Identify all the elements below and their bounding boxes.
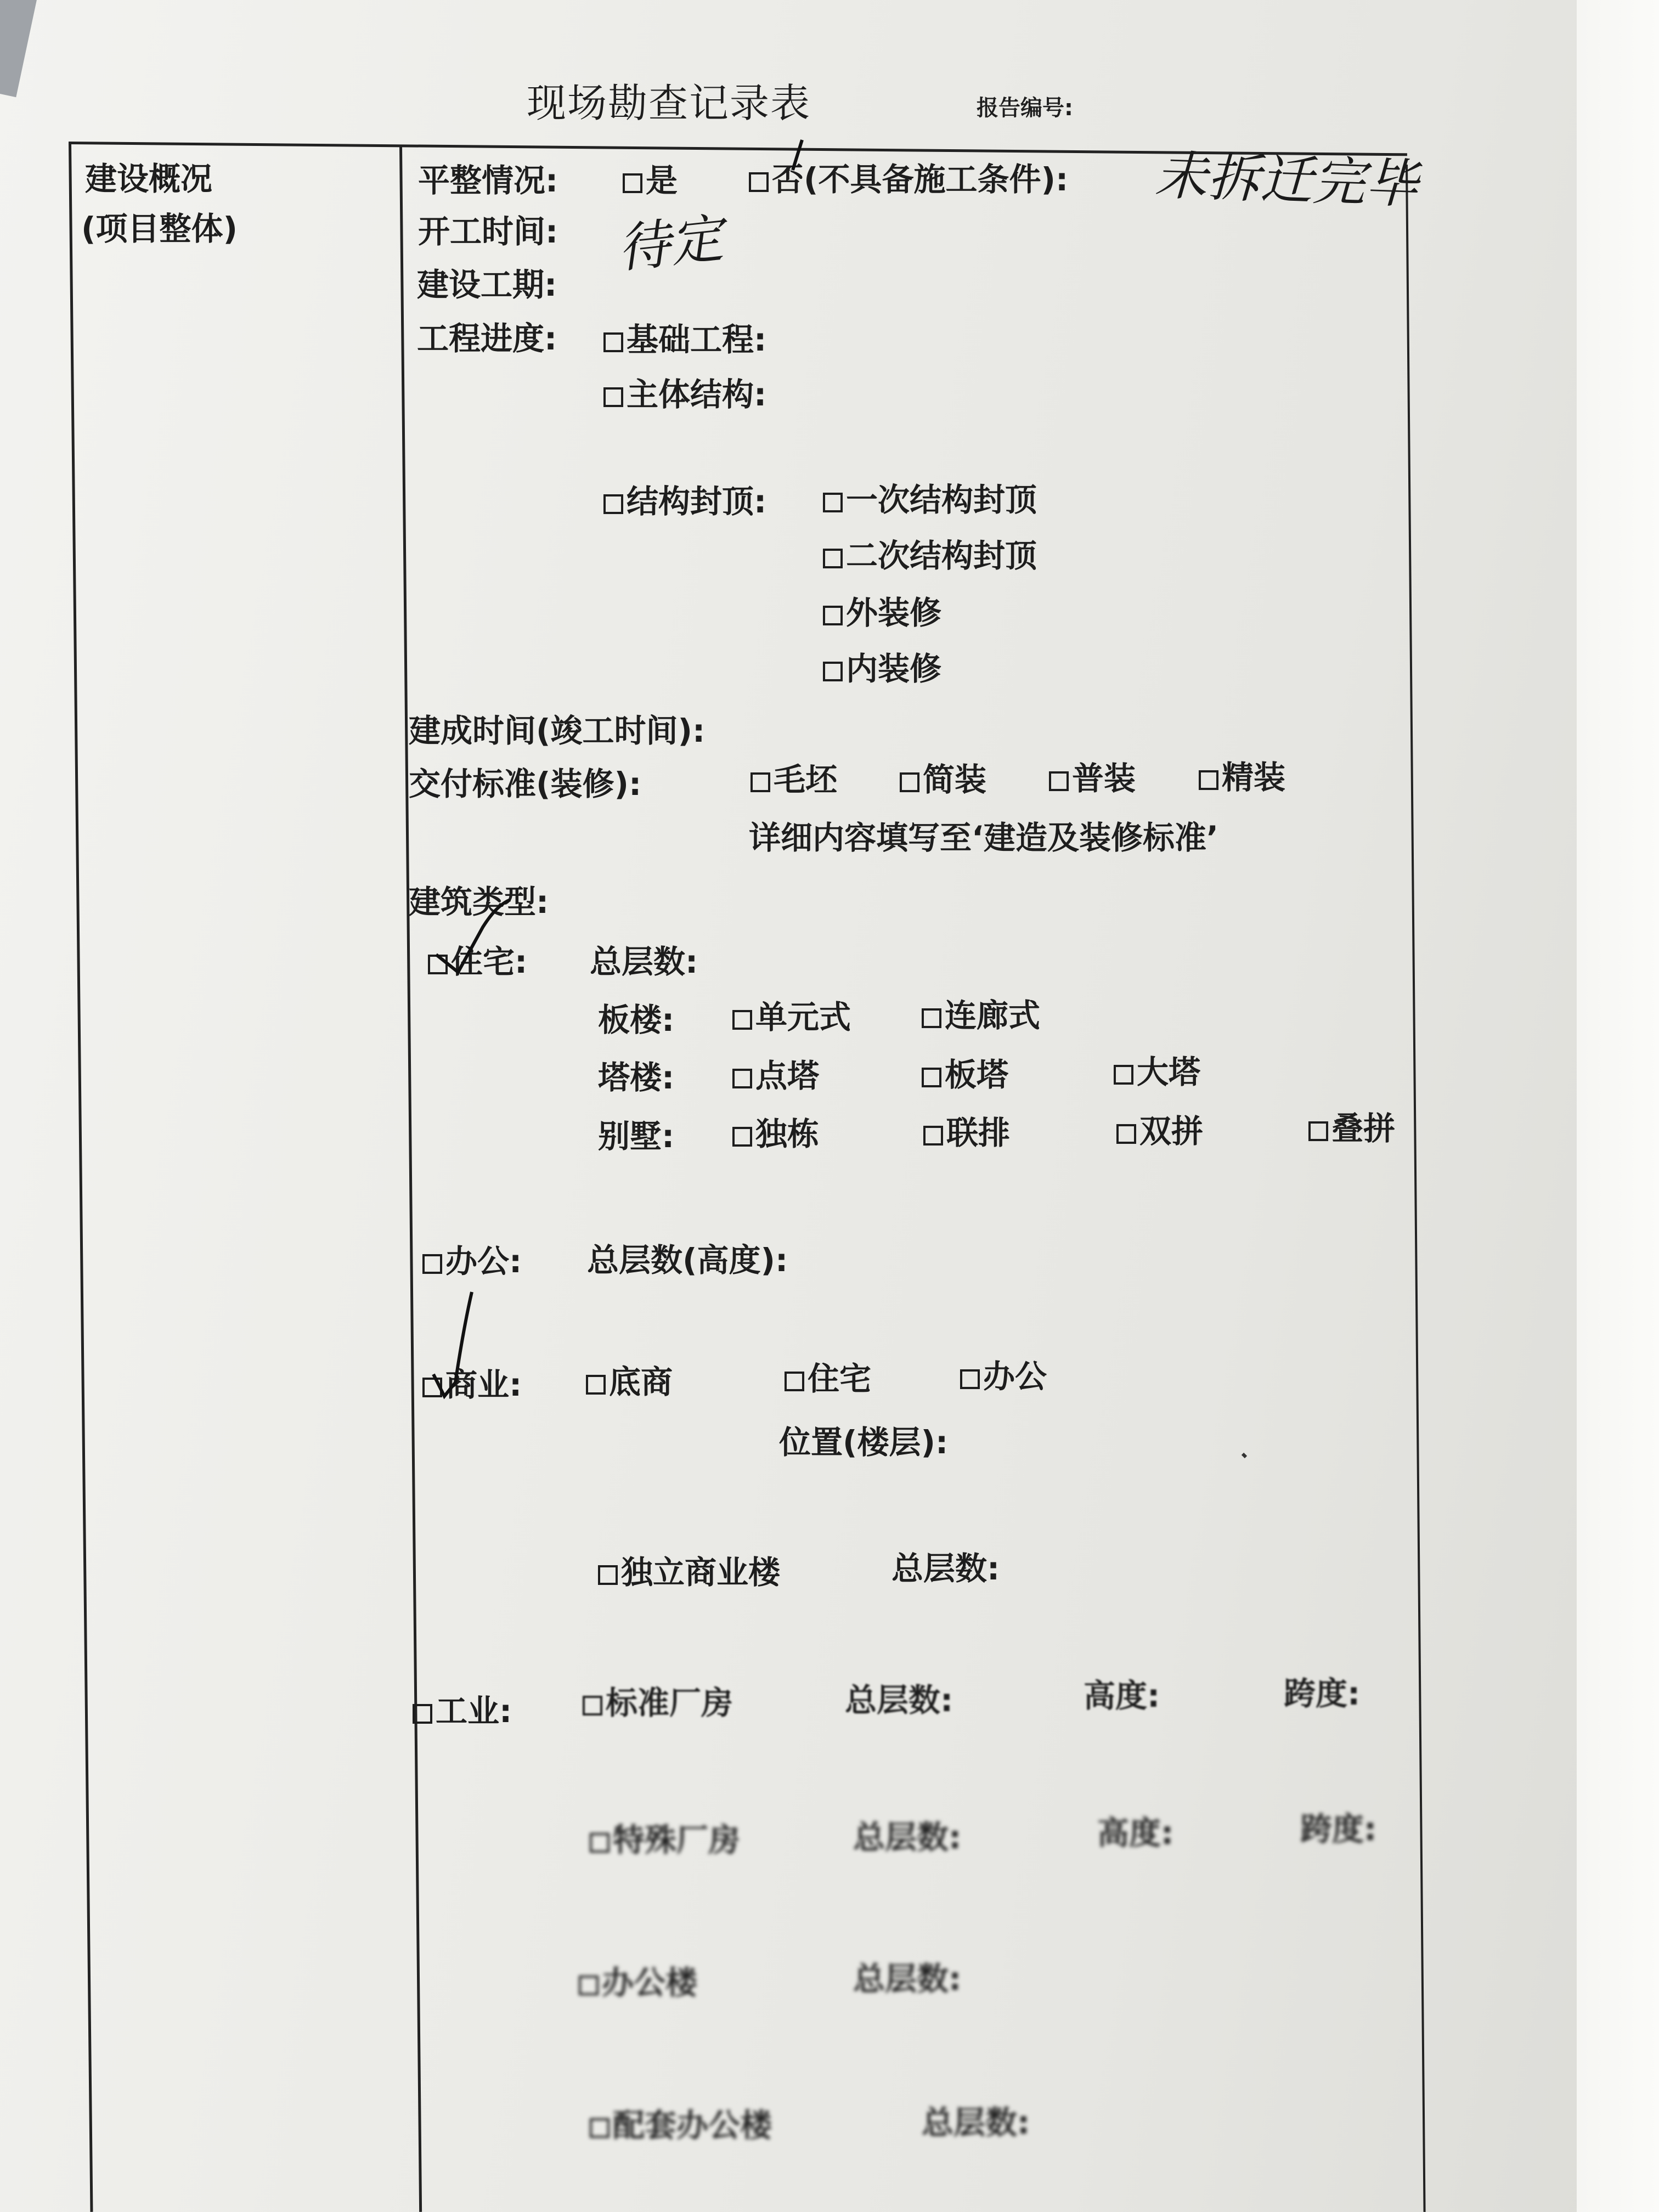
progress-topping-2-option[interactable] (823, 537, 1037, 574)
option-label: 大塔 (1137, 1053, 1201, 1091)
flatness-yes-option[interactable] (623, 162, 678, 199)
commercial-option[interactable] (422, 1366, 522, 1403)
option-label: 毛坯 (774, 761, 838, 798)
background-object (0, 0, 38, 97)
delivery-option-standard[interactable] (1049, 760, 1136, 797)
period-label: 建设工期: (417, 266, 557, 303)
checkbox[interactable] (823, 493, 843, 512)
option-label: 底商 (609, 1363, 673, 1401)
delivery-option-simple[interactable] (900, 761, 987, 798)
checkbox[interactable] (1199, 770, 1218, 790)
option-label: 主体结构: (627, 376, 767, 413)
option-label: 外装修 (846, 594, 942, 631)
tower-option-point[interactable] (732, 1057, 820, 1094)
checkbox[interactable] (1114, 1065, 1133, 1085)
special-plant-floors-label: 总层数: (853, 1819, 962, 1856)
option-label: 住宅: (451, 943, 528, 980)
option-label: 叠拼 (1331, 1110, 1396, 1147)
progress-exterior-option[interactable] (823, 594, 942, 631)
progress-label: 工程进度: (417, 320, 557, 357)
villa-option-duplex[interactable] (1116, 1113, 1204, 1150)
residential-option[interactable] (428, 943, 528, 980)
slab-option-corridor[interactable] (922, 997, 1041, 1034)
checkbox[interactable] (823, 606, 843, 625)
handwritten-start-time: 待定 (614, 207, 726, 280)
start-time-label: 开工时间: (418, 213, 558, 250)
standalone-commercial-option[interactable] (598, 1554, 781, 1591)
checkbox[interactable] (428, 955, 448, 974)
option-label: 办公: (445, 1243, 522, 1280)
delivery-note: 详细内容填写至‘建造及装修标准’ (749, 819, 1219, 856)
standard-plant-span-label: 跨度: (1284, 1675, 1361, 1712)
flatness-no-option[interactable] (749, 161, 1069, 198)
option-label: 结构封顶: (627, 483, 767, 520)
option-label: 一次结构封顶 (846, 481, 1037, 518)
villa-option-stacked[interactable] (1308, 1110, 1396, 1147)
checkbox[interactable] (732, 1069, 752, 1088)
commercial-option-office[interactable] (960, 1358, 1047, 1395)
checkbox[interactable] (923, 1126, 943, 1146)
standalone-floors-label: 总层数: (891, 1550, 1000, 1587)
special-plant-option[interactable] (590, 1821, 741, 1859)
option-label: 独立商业楼 (621, 1554, 781, 1591)
industrial-option[interactable] (413, 1692, 512, 1730)
villa-option-row[interactable] (923, 1114, 1011, 1152)
supporting-office-floors-label: 总层数: (922, 2104, 1030, 2141)
checkbox[interactable] (422, 1378, 442, 1397)
option-label: 简装 (923, 761, 987, 798)
standard-plant-height-label: 高度: (1084, 1677, 1160, 1714)
option-label: 住宅 (808, 1360, 872, 1397)
option-label: 二次结构封顶 (846, 537, 1037, 574)
option-label: 连廊式 (945, 997, 1041, 1034)
checkbox[interactable] (732, 1127, 752, 1147)
checkbox[interactable] (603, 332, 623, 352)
checkbox[interactable] (751, 772, 770, 792)
checkbox[interactable] (823, 549, 843, 568)
checkbox[interactable] (1116, 1124, 1136, 1144)
progress-topping-1-option[interactable] (823, 481, 1037, 518)
office-option[interactable] (422, 1243, 522, 1280)
delivery-option-rough[interactable] (751, 761, 838, 798)
document-title: 现场勘查记录表 (527, 80, 811, 126)
tower-option-large[interactable] (1114, 1053, 1201, 1091)
option-label: 办公楼 (602, 1964, 698, 2001)
checkbox[interactable] (598, 1565, 618, 1585)
tower-label: 塔楼: (598, 1059, 675, 1096)
progress-interior-option[interactable] (823, 650, 942, 687)
special-plant-span-label: 跨度: (1300, 1810, 1377, 1848)
checkbox[interactable] (1308, 1121, 1328, 1141)
office-building-floors-label: 总层数: (853, 1960, 962, 1997)
option-label: 工业: (436, 1692, 512, 1730)
progress-foundation-option[interactable] (603, 321, 767, 358)
progress-main-option[interactable] (603, 376, 767, 413)
option-label: 联排 (946, 1114, 1011, 1152)
section-subtitle: (项目整体) (81, 210, 238, 247)
option-label: 精装 (1222, 759, 1286, 796)
handwritten-flatness-note: 未拆迁完毕 (1153, 144, 1419, 216)
office-floors-label: 总层数(高度): (587, 1242, 788, 1279)
building-type-label: 建筑类型: (409, 883, 549, 921)
checkbox[interactable] (960, 1369, 980, 1389)
option-label: 内装修 (846, 650, 942, 687)
option-label: 板塔 (945, 1056, 1009, 1093)
villa-label: 别墅: (598, 1118, 675, 1155)
checkbox[interactable] (922, 1068, 941, 1087)
option-label: 办公 (983, 1358, 1047, 1395)
supporting-office-option[interactable] (590, 2107, 772, 2144)
delivery-option-fine[interactable] (1199, 759, 1286, 796)
checkbox[interactable] (579, 1976, 599, 1995)
special-plant-height-label: 高度: (1097, 1814, 1174, 1852)
checkbox[interactable] (590, 1833, 610, 1853)
flatness-label: 平整情况: (418, 162, 558, 199)
option-label: 普装 (1072, 760, 1136, 797)
checkbox[interactable] (1049, 771, 1069, 791)
checkbox[interactable] (922, 1008, 941, 1028)
option-label: 商业: (445, 1366, 522, 1403)
option-label: 标准厂房 (606, 1684, 733, 1722)
option-label: 双拼 (1139, 1113, 1204, 1150)
table-column-divider (399, 147, 422, 2212)
section-title: 建设概况 (85, 160, 213, 198)
residential-total-floors-label: 总层数: (590, 943, 698, 980)
option-label: 特殊厂房 (613, 1821, 741, 1859)
option-label: 基础工程: (627, 321, 767, 358)
checkbox[interactable] (603, 387, 623, 407)
option-label: 是 (646, 162, 678, 199)
completion-time-label: 建成时间(竣工时间): (409, 712, 706, 749)
checkbox[interactable] (413, 1704, 432, 1724)
office-building-option[interactable] (579, 1964, 698, 2001)
option-label: 否(不具备施工条件): (772, 161, 1069, 198)
checkbox[interactable] (823, 662, 843, 681)
checkbox[interactable] (422, 1254, 442, 1274)
slab-label: 板楼: (598, 1001, 675, 1039)
checkbox[interactable] (590, 2118, 610, 2138)
checkbox[interactable] (623, 173, 642, 193)
checkbox[interactable] (586, 1375, 606, 1395)
table-edge-background (1577, 0, 1659, 2212)
tower-option-slab[interactable] (922, 1056, 1009, 1093)
table-right-border (1406, 165, 1426, 2212)
option-label: 单元式 (755, 998, 851, 1036)
delivery-standard-label: 交付标准(装修): (409, 765, 642, 803)
slab-option-unit[interactable] (732, 998, 851, 1036)
commercial-option-shop[interactable] (586, 1363, 673, 1401)
checkbox[interactable] (583, 1696, 602, 1716)
standard-plant-option[interactable] (583, 1684, 733, 1722)
villa-option-detached[interactable] (732, 1115, 820, 1153)
option-label: 点塔 (755, 1057, 820, 1094)
standard-plant-floors-label: 总层数: (845, 1681, 953, 1719)
table-left-border (69, 144, 93, 2212)
checkbox[interactable] (732, 1010, 752, 1030)
pen-dot (1243, 1454, 1246, 1457)
progress-topping-option[interactable] (603, 483, 767, 520)
commercial-option-residential[interactable] (785, 1360, 872, 1397)
report-number-label: 报告编号: (977, 95, 1073, 121)
checkbox[interactable] (785, 1372, 804, 1391)
checkbox[interactable] (749, 172, 769, 192)
checkbox[interactable] (603, 494, 623, 514)
option-label: 独栋 (755, 1115, 820, 1153)
option-label: 配套办公楼 (613, 2107, 772, 2144)
commercial-position-label: 位置(楼层): (779, 1424, 949, 1461)
checkbox[interactable] (900, 772, 919, 792)
